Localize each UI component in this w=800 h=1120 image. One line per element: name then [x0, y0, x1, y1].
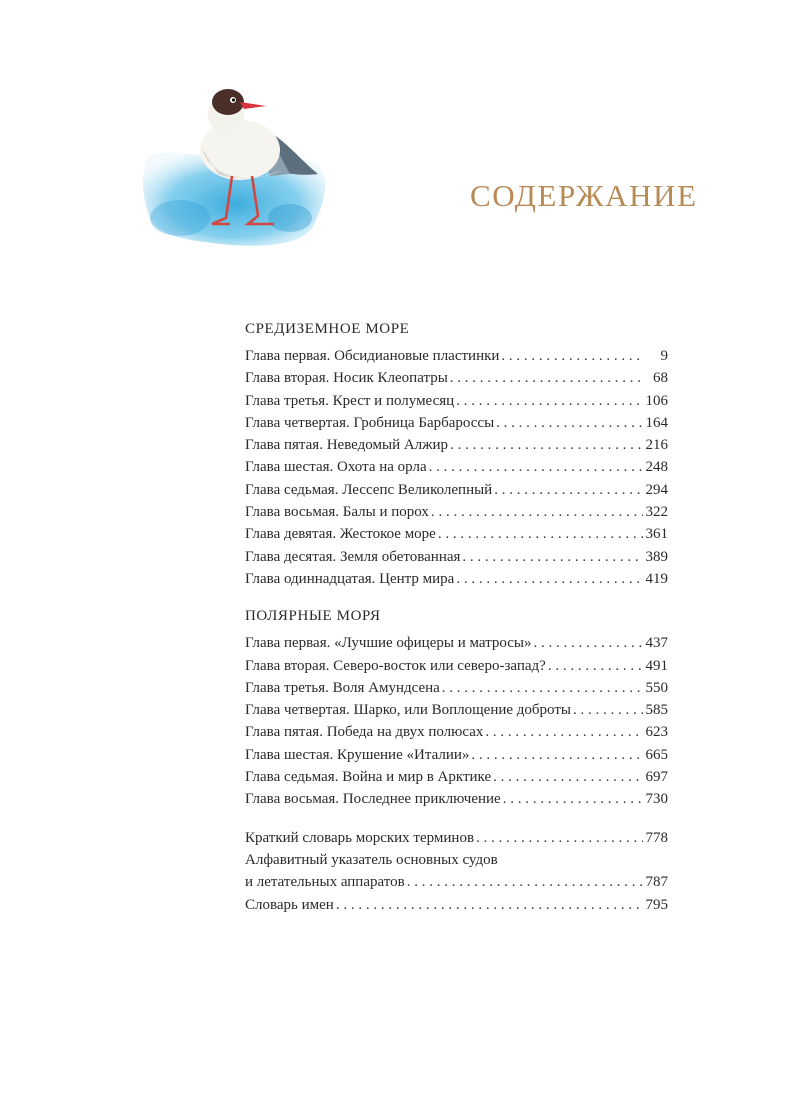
- dot-leader: [442, 677, 643, 699]
- toc-entry-page-number: 787: [645, 874, 668, 891]
- toc-entry-title: Глава шестая. Охота на орла: [245, 459, 427, 476]
- toc-entry[interactable]: [245, 894, 668, 916]
- dot-leader: [501, 345, 643, 367]
- seagull-illustration: [140, 78, 340, 253]
- toc-entry-title-line1: Алфавитный указатель основных судов: [245, 851, 498, 868]
- toc-entry[interactable]: [245, 766, 668, 788]
- toc-entry[interactable]: [245, 744, 668, 766]
- toc-entry[interactable]: [245, 788, 668, 810]
- dot-leader: [476, 827, 642, 849]
- toc-entry[interactable]: [245, 827, 668, 849]
- dot-leader: [494, 479, 642, 501]
- dot-leader: [407, 871, 643, 893]
- toc-entry[interactable]: [245, 568, 668, 590]
- toc-entry[interactable]: [245, 501, 668, 523]
- dot-leader: [573, 699, 643, 721]
- toc-entry[interactable]: [245, 479, 668, 501]
- toc-entry-page-number: 778: [645, 829, 668, 846]
- dot-leader: [450, 367, 643, 389]
- toc-entry[interactable]: [245, 699, 668, 721]
- dot-leader: [336, 894, 643, 916]
- toc-entry-title: Глава четвертая. Гробница Барбароссы: [245, 414, 495, 431]
- toc-entry[interactable]: [245, 655, 668, 677]
- dot-leader: [471, 744, 642, 766]
- dot-leader: [496, 412, 642, 434]
- dot-leader: [431, 501, 643, 523]
- toc-entry[interactable]: [245, 871, 668, 893]
- toc-entry-page-number: 294: [645, 481, 668, 498]
- appendix-list: [245, 827, 668, 916]
- toc-entry[interactable]: [245, 390, 668, 412]
- dot-leader: [429, 456, 643, 478]
- dot-leader: [485, 721, 642, 743]
- section-title: ПОЛЯРНЫЕ МОРЯ: [245, 608, 381, 625]
- toc-entry-page-number: 389: [645, 548, 668, 565]
- toc-entry-title: и летательных аппаратов: [245, 874, 405, 891]
- toc-entry-title: Глава пятая. Победа на двух полюсах: [245, 724, 484, 741]
- toc-entry-title: Словарь имен: [245, 896, 334, 913]
- section-title: СРЕДИЗЕМНОЕ МОРЕ: [245, 321, 410, 337]
- toc-entry-page-number: 437: [645, 635, 668, 652]
- dot-leader: [456, 568, 642, 590]
- toc-entry-title: Глава девятая. Жестокое море: [245, 526, 436, 543]
- toc-entry-title: Глава шестая. Крушение «Италии»: [245, 746, 470, 763]
- toc-entry-page-number: 730: [645, 791, 668, 808]
- dot-leader: [438, 523, 643, 545]
- toc-entry-title: Глава одиннадцатая. Центр мира: [245, 570, 455, 587]
- dot-leader: [456, 390, 642, 412]
- dot-leader: [503, 788, 643, 810]
- toc-entry-title: Глава восьмая. Последнее приключение: [245, 791, 501, 808]
- toc-entry-multiline[interactable]: [245, 849, 668, 894]
- toc-entry-page-number: 322: [645, 504, 668, 521]
- toc-entry-title: Глава четвертая. Шарко, или Воплощение доброты: [245, 702, 571, 719]
- toc-entry-page-number: 697: [645, 769, 668, 786]
- dot-leader: [548, 655, 643, 677]
- toc-entry-page-number: 68: [653, 370, 668, 387]
- table-of-contents: [245, 318, 668, 916]
- toc-entry-page-number: 585: [645, 702, 668, 719]
- toc-entry-title: Глава десятая. Земля обетованная: [245, 548, 461, 565]
- toc-entry-page-number: 795: [645, 896, 668, 913]
- toc-entry-page-number: 9: [660, 348, 668, 364]
- toc-entry-page-number: 665: [645, 746, 668, 763]
- toc-entry[interactable]: [245, 412, 668, 434]
- toc-entry-title: Глава пятая. Неведомый Алжир: [245, 437, 449, 454]
- toc-entry-page-number: 361: [645, 526, 668, 543]
- toc-entry-title: Глава третья. Воля Амундсена: [245, 679, 440, 696]
- toc-entry[interactable]: [245, 523, 668, 545]
- toc-entry-page-number: 491: [645, 657, 668, 674]
- toc-entry[interactable]: [245, 456, 668, 478]
- toc-entry-title: Глава вторая. Носик Клеопатры: [245, 370, 448, 387]
- toc-entry[interactable]: [245, 434, 668, 456]
- toc-entry[interactable]: [245, 546, 668, 568]
- dot-leader: [450, 434, 642, 456]
- toc-entry[interactable]: [245, 721, 668, 743]
- toc-entry-page-number: 623: [645, 724, 668, 741]
- toc-entry[interactable]: [245, 632, 668, 654]
- toc-entry-title: Глава третья. Крест и полумесяц: [245, 392, 455, 409]
- page-title: СОДЕРЖАНИЕ: [470, 178, 698, 213]
- dot-leader: [533, 632, 642, 654]
- seagull-watercolor-icon: [140, 78, 340, 253]
- toc-entry[interactable]: [245, 345, 668, 367]
- toc-entry-title: Краткий словарь морских терминов: [245, 829, 475, 846]
- dot-leader: [462, 546, 642, 568]
- toc-entry-title: Глава восьмая. Балы и порох: [245, 504, 429, 521]
- dot-leader: [493, 766, 642, 788]
- toc-entry-page-number: 419: [645, 570, 668, 587]
- toc-entry-title: Глава седьмая. Лессепс Великолепный: [245, 481, 493, 498]
- toc-entry-title: Глава первая. «Лучшие офицеры и матросы»: [245, 635, 532, 652]
- toc-entry-title: Глава седьмая. Война и мир в Арктике: [245, 769, 492, 786]
- toc-entry-title: Глава первая. Обсидиановые пластинки: [245, 348, 500, 364]
- toc-entry[interactable]: [245, 367, 668, 389]
- toc-entry-page-number: 248: [645, 459, 668, 476]
- toc-entry-title: Глава вторая. Северо-восток или северо-запад?: [245, 657, 546, 674]
- toc-entry[interactable]: [245, 677, 668, 699]
- toc-entry-page-number: 216: [645, 437, 668, 454]
- toc-entry-page-number: 550: [645, 679, 668, 696]
- toc-entry-page-number: 106: [645, 392, 668, 409]
- toc-entry-page-number: 164: [645, 414, 668, 431]
